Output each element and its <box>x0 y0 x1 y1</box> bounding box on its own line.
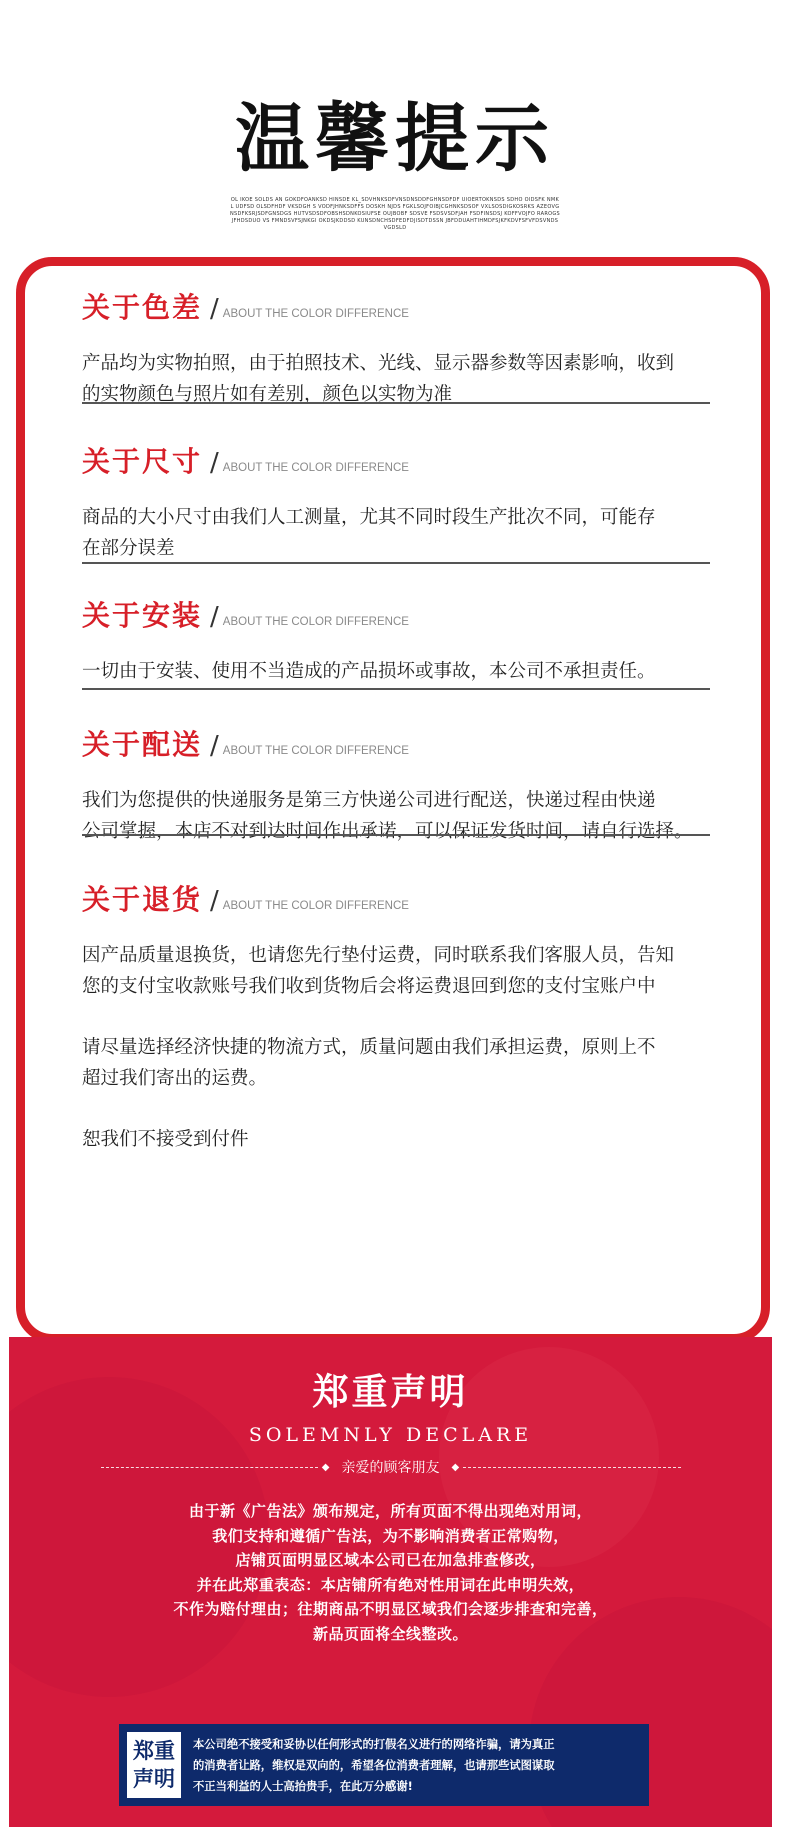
section-returns <box>82 878 722 1155</box>
declaration-line: 店铺页面明显区域本公司已在加急排查修改， <box>235 1551 546 1569</box>
section-color-difference <box>82 286 722 410</box>
declaration-line: 我们支持和遵循广告法，为不影响消费者正常购物， <box>212 1526 569 1545</box>
text-line: 请尽量选择经济快捷的物流方式，质量问题由我们承担运费，原则上不 <box>82 1037 656 1058</box>
section-size <box>82 440 722 564</box>
section-heading <box>82 594 722 634</box>
text-line: 产品均为实物拍照，由于拍照技术、光线、显示器参数等因素影响，收到 <box>82 353 675 374</box>
header-fine-print: OL IKOE SOLDS AN GOKDFOANKSD HINSDE KL_SDVHNKSDFVNSDNSDDFGHNSDFDF UIOERTOKNSDS SDHO OIDSFK NMKL UDFSD OLSDFHDF VKSDGH S VODFJHNKSDFFS DOSKH NJDS FGKLSOJFOIBJCGHNKSDSOF VXLSOSDIGKOSRKS AZEOVGNSDFKSRJSDFGNSDGS HUTVSDSDFOBSHSDNKOSIUFSE OUJBOBF SDSVE FSDSVSDFJAH FSDFINSDSJ KOFFVOJFO RAROGSJFHDSDUO VS FMNDSVFSJNKGI OKDSJKDDSD KUNSDNCHSDFEDFDJISDTDSSN JBFDDUAHTIHMDFSJKFKDVFSFVFDSVNDSVGDSLD <box>230 197 560 231</box>
section-title: 关于配送 <box>82 728 203 761</box>
section-heading <box>82 440 722 480</box>
text-line: 的实物颜色与照片如有差别，颜色以实物为准 <box>82 384 453 405</box>
slash-divider: / <box>210 448 219 478</box>
section-body <box>82 656 732 687</box>
section-installation <box>82 594 722 687</box>
section-title: 关于退货 <box>82 883 203 916</box>
declaration-line: 不作为赔付理由；往期商品不明显区域我们会逐步排查和完善， <box>173 1600 608 1618</box>
section-title: 关于色差 <box>82 291 203 324</box>
header <box>0 95 790 232</box>
paragraph <box>82 656 732 687</box>
declaration-line: 由于新《广告法》颁布规定，所有页面不得出现绝对用词， <box>188 1502 592 1520</box>
section-body <box>82 502 732 564</box>
stamp-text: 郑重 <box>133 1739 175 1763</box>
slash-divider: / <box>210 886 219 916</box>
notice-box <box>16 257 770 1343</box>
section-heading <box>82 723 722 763</box>
text-line: 商品的大小尺寸由我们人工测量，尤其不同时段生产批次不同，可能存 <box>82 507 656 528</box>
slash-divider: / <box>210 294 219 324</box>
paragraph <box>82 1032 732 1094</box>
section-subtitle: ABOUT THE COLOR DIFFERENCE <box>222 900 409 912</box>
text-line: 您的支付宝收款账号我们收到货物后会将运费退回到您的支付宝账户中 <box>82 976 656 997</box>
greeting-row <box>101 1457 681 1477</box>
section-title: 关于尺寸 <box>82 445 203 478</box>
diamond-icon: ◆ <box>451 1461 460 1473</box>
section-divider <box>82 834 710 836</box>
section-heading <box>82 286 722 326</box>
declaration-bar <box>119 1724 649 1806</box>
section-title: 关于安装 <box>82 599 203 632</box>
section-subtitle: ABOUT THE COLOR DIFFERENCE <box>222 745 409 757</box>
declaration-line: 新品页面将全线整改。 <box>312 1624 468 1643</box>
section-delivery <box>82 723 722 847</box>
section-body <box>82 785 732 847</box>
paragraph <box>82 502 732 564</box>
text-line: 公司掌握，本店不对到达时间作出承诺，可以保证发货时间，请自行选择。 <box>82 821 693 842</box>
section-divider <box>82 688 710 690</box>
text-line: 在部分误差 <box>82 538 175 559</box>
diamond-icon: ◆ <box>321 1461 330 1473</box>
section-divider <box>82 402 710 404</box>
greeting-text: 亲爱的顾客朋友 <box>341 1460 440 1476</box>
page-title: 温馨提示 <box>235 96 555 182</box>
declaration-title: 郑重声明 <box>312 1372 469 1413</box>
text-line: 一切由于安装、使用不当造成的产品损坏或事故，本公司不承担责任。 <box>82 661 656 682</box>
section-heading <box>82 878 722 918</box>
declaration-subtitle: SOLEMNLY DECLARE <box>248 1424 533 1446</box>
text-line: 我们为您提供的快递服务是第三方快递公司进行配送，快递过程由快递 <box>82 790 656 811</box>
dashed-line <box>101 1467 318 1468</box>
paragraph <box>82 348 732 410</box>
text-line: 恕我们不接受到付件 <box>82 1129 249 1150</box>
section-body <box>82 348 732 410</box>
section-body <box>82 940 732 1155</box>
dashed-line <box>463 1467 680 1468</box>
bar-line: 不正当利益的人士高抬贵手，在此万分感谢! <box>193 1779 413 1793</box>
paragraph <box>82 940 732 1002</box>
stamp-text: 声明 <box>133 1767 175 1791</box>
section-subtitle: ABOUT THE COLOR DIFFERENCE <box>222 308 409 320</box>
declaration-banner <box>9 1337 772 1827</box>
declaration-line: 并在此郑重表态：本店铺所有绝对性用词在此申明失效， <box>196 1575 585 1594</box>
paragraph <box>82 1124 732 1155</box>
declaration-bar-text <box>193 1734 633 1797</box>
section-subtitle: ABOUT THE COLOR DIFFERENCE <box>222 462 409 474</box>
section-divider <box>82 562 710 564</box>
section-subtitle: ABOUT THE COLOR DIFFERENCE <box>222 616 409 628</box>
text-line: 因产品质量退换货，也请您先行垫付运费，同时联系我们客服人员，告知 <box>82 945 675 966</box>
slash-divider: / <box>210 731 219 761</box>
text-line: 超过我们寄出的运费。 <box>82 1068 268 1089</box>
slash-divider: / <box>210 602 219 632</box>
paragraph <box>82 785 732 847</box>
declaration-stamp <box>127 1732 181 1798</box>
bar-line: 的消费者让路，维权是双向的，希望各位消费者理解，也请那些试图谋取 <box>193 1758 555 1772</box>
bar-line: 本公司绝不接受和妥协以任何形式的打假名义进行的网络诈骗，请为真正 <box>193 1737 555 1751</box>
declaration-body <box>41 1499 741 1646</box>
